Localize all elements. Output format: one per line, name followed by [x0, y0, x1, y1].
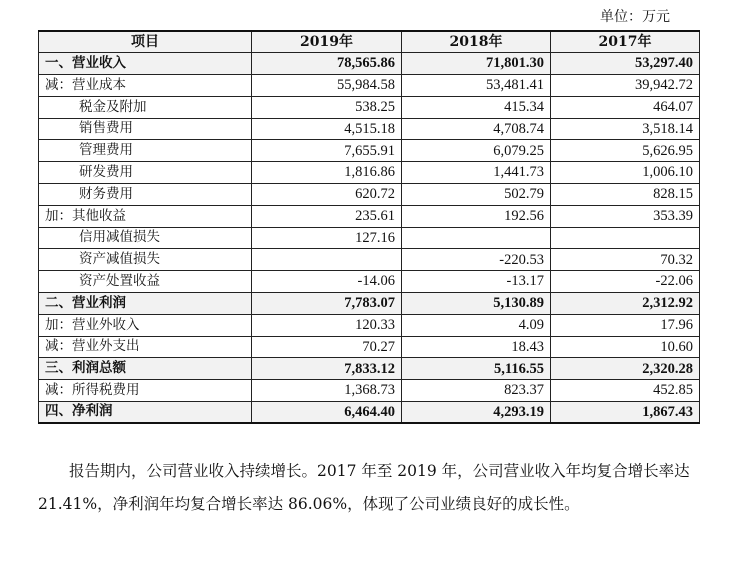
header-2018: 2018年 — [402, 31, 551, 53]
income-statement-table — [38, 30, 700, 424]
row-value: 7,833.12 — [252, 358, 402, 380]
row-value: 70.32 — [551, 249, 700, 271]
table-row — [39, 293, 700, 315]
row-value: 3,518.14 — [551, 118, 700, 140]
row-value: 120.33 — [252, 314, 402, 336]
row-value: 415.34 — [402, 96, 551, 118]
row-label: 四、净利润 — [39, 402, 252, 424]
row-value: 502.79 — [402, 184, 551, 206]
table-row — [39, 53, 700, 75]
row-value: 71,801.30 — [402, 53, 551, 75]
row-label: 加：其他收益 — [39, 205, 252, 227]
row-value: 4.09 — [402, 314, 551, 336]
row-label: 税金及附加 — [39, 96, 252, 118]
row-value: 235.61 — [252, 205, 402, 227]
table-row — [39, 336, 700, 358]
row-label: 二、营业利润 — [39, 293, 252, 315]
row-value: 4,515.18 — [252, 118, 402, 140]
row-label: 财务费用 — [39, 184, 252, 206]
table-row — [39, 140, 700, 162]
row-value: -22.06 — [551, 271, 700, 293]
row-value: 18.43 — [402, 336, 551, 358]
row-value: 6,079.25 — [402, 140, 551, 162]
row-value — [402, 227, 551, 249]
row-value: 464.07 — [551, 96, 700, 118]
row-value: 78,565.86 — [252, 53, 402, 75]
header-2019: 2019年 — [252, 31, 402, 53]
row-label: 一、营业收入 — [39, 53, 252, 75]
table-row — [39, 314, 700, 336]
row-value: 5,626.95 — [551, 140, 700, 162]
row-label: 三、利润总额 — [39, 358, 252, 380]
row-value: 452.85 — [551, 380, 700, 402]
table-row — [39, 249, 700, 271]
row-label: 减：营业成本 — [39, 75, 252, 97]
row-value: 1,816.86 — [252, 162, 402, 184]
row-value: 4,708.74 — [402, 118, 551, 140]
row-value: 17.96 — [551, 314, 700, 336]
row-value: 1,006.10 — [551, 162, 700, 184]
table-row — [39, 184, 700, 206]
table-row — [39, 227, 700, 249]
row-label: 信用减值损失 — [39, 227, 252, 249]
table-row — [39, 96, 700, 118]
row-label: 资产减值损失 — [39, 249, 252, 271]
table-row — [39, 162, 700, 184]
row-value: 353.39 — [551, 205, 700, 227]
row-label: 管理费用 — [39, 140, 252, 162]
row-value: 620.72 — [252, 184, 402, 206]
row-value: 53,481.41 — [402, 75, 551, 97]
row-value: 1,441.73 — [402, 162, 551, 184]
row-value: -13.17 — [402, 271, 551, 293]
row-value — [252, 249, 402, 271]
row-value: 10.60 — [551, 336, 700, 358]
row-value: 53,297.40 — [551, 53, 700, 75]
row-label: 减：所得税费用 — [39, 380, 252, 402]
row-value: -14.06 — [252, 271, 402, 293]
header-item: 项目 — [39, 31, 252, 53]
table-row — [39, 205, 700, 227]
row-label: 研发费用 — [39, 162, 252, 184]
row-value: 70.27 — [252, 336, 402, 358]
row-value: 55,984.58 — [252, 75, 402, 97]
row-label: 销售费用 — [39, 118, 252, 140]
row-value: 2,312.92 — [551, 293, 700, 315]
summary-text: 报告期内，公司营业收入持续增长。2017 年至 2019 年，公司营业收入年均复合增长率达 21.41%，净利润年均复合增长率达 86.06%，体现了公司业绩良好的成长性。 — [38, 462, 690, 513]
row-value: 192.56 — [402, 205, 551, 227]
row-value: 1,867.43 — [551, 402, 700, 424]
unit-label: 单位：万元 — [600, 9, 670, 25]
table-header-row — [39, 31, 700, 53]
row-value: 5,130.89 — [402, 293, 551, 315]
row-value: 4,293.19 — [402, 402, 551, 424]
row-label: 资产处置收益 — [39, 271, 252, 293]
row-value: 1,368.73 — [252, 380, 402, 402]
row-value: 823.37 — [402, 380, 551, 402]
row-value: 39,942.72 — [551, 75, 700, 97]
row-value: 828.15 — [551, 184, 700, 206]
row-value: 127.16 — [252, 227, 402, 249]
row-value: -220.53 — [402, 249, 551, 271]
summary-paragraph — [38, 455, 700, 521]
row-value: 2,320.28 — [551, 358, 700, 380]
table-row — [39, 380, 700, 402]
row-value: 5,116.55 — [402, 358, 551, 380]
header-2017: 2017年 — [551, 31, 700, 53]
table-row — [39, 402, 700, 424]
row-label: 加：营业外收入 — [39, 314, 252, 336]
row-value — [551, 227, 700, 249]
table-row — [39, 118, 700, 140]
table-row — [39, 358, 700, 380]
row-label: 减：营业外支出 — [39, 336, 252, 358]
row-value: 7,655.91 — [252, 140, 402, 162]
row-value: 6,464.40 — [252, 402, 402, 424]
row-value: 538.25 — [252, 96, 402, 118]
table-row — [39, 271, 700, 293]
table-row — [39, 75, 700, 97]
row-value: 7,783.07 — [252, 293, 402, 315]
